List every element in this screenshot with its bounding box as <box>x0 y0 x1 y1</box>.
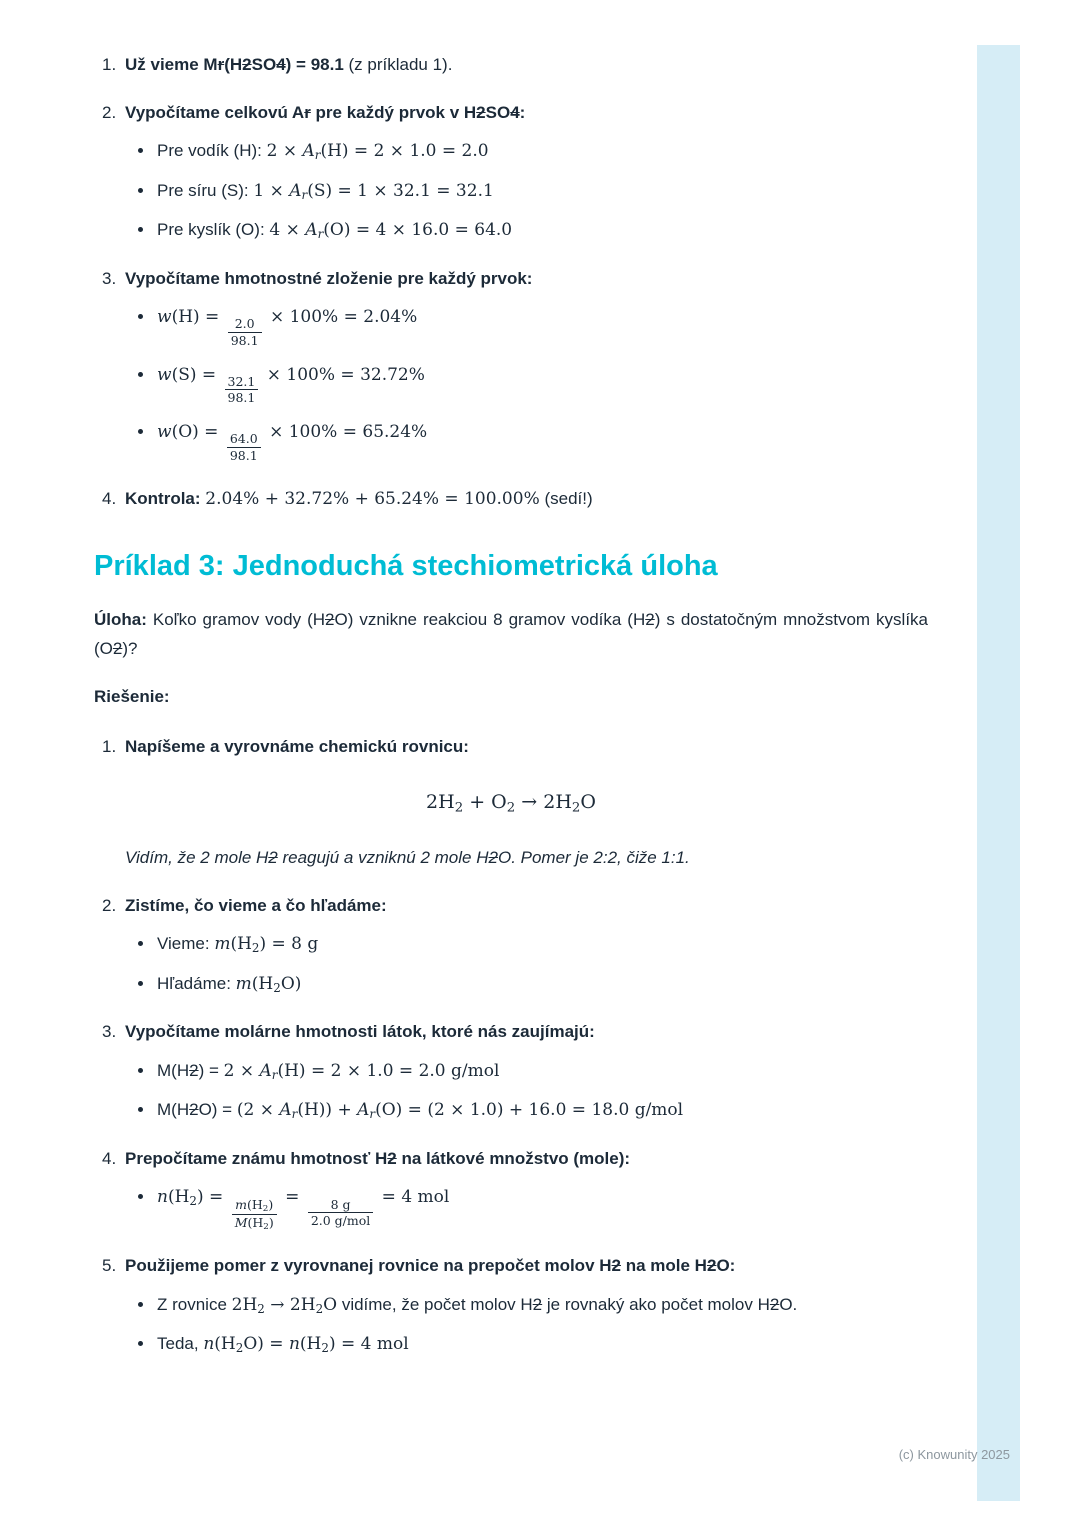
text-run: 2 <box>532 1294 543 1314</box>
bullet-item <box>94 217 928 244</box>
observation-note <box>125 845 928 871</box>
text-run: 2 <box>251 941 260 956</box>
text-run: w <box>157 307 172 327</box>
text-run: 2.0 <box>234 316 255 332</box>
text-run: 2 <box>769 1294 780 1314</box>
text-run: SO <box>251 55 277 74</box>
text-run: ) = 8 g <box>259 934 319 955</box>
text-run: A <box>305 220 318 240</box>
bullet-item <box>94 178 928 205</box>
text-run: 2 <box>235 1341 244 1356</box>
text-run: 2 <box>189 1060 199 1080</box>
list-number: 5. <box>102 1256 117 1276</box>
text-run: (O) = 4 × 16.0 = 64.0 <box>323 220 513 240</box>
text-run: O) = <box>198 1100 237 1120</box>
numbered-item <box>94 486 928 513</box>
text-run: + O <box>463 790 507 813</box>
text-run: r <box>304 102 311 122</box>
text-run: m <box>235 973 252 994</box>
text-run: (H <box>247 1214 264 1230</box>
text-run: 64.0 <box>229 431 258 447</box>
bullet-item <box>94 931 928 958</box>
text-run: Z rovnice <box>157 1294 232 1314</box>
text-run: (O) = (2 × 1.0) + 16.0 = 18.0 g/mol <box>375 1100 684 1121</box>
fraction <box>228 316 262 348</box>
list-number: 1. <box>102 55 117 74</box>
text-run: O) <box>280 973 302 994</box>
text-run: m <box>235 1196 248 1212</box>
example-heading: Príklad 3: Jednoduchá stechiometrická úloha <box>94 550 718 582</box>
text-run: Prepočítame známu hmotnosť H <box>125 1148 388 1168</box>
text-run: )? <box>122 638 138 658</box>
text-run: (H <box>224 55 243 74</box>
text-run: 2.04% + 32.72% + 65.24% = 100.00% <box>205 488 540 509</box>
text-run: 2 <box>321 1341 329 1356</box>
text-run: Hľadáme: <box>157 973 236 993</box>
text-run: A <box>289 180 302 201</box>
text-run: A <box>279 1100 292 1121</box>
text-run: 4 <box>510 102 520 122</box>
text-run: 2 <box>488 848 498 868</box>
text-run: 32.1 <box>227 373 256 389</box>
text-run: 2 <box>611 1256 621 1276</box>
text-run: M(H <box>157 1100 190 1120</box>
text-run: reagujú a vzniknú 2 mole H <box>277 848 489 868</box>
text-run: Už vieme M <box>125 55 218 74</box>
text-run: r <box>291 1107 298 1122</box>
text-run: Vypočítame molárne hmotnosti látok, ktoré nás zaujímajú: <box>125 1022 595 1042</box>
text-run: 4 <box>276 55 286 74</box>
numbered-item <box>94 52 928 78</box>
text-run: (O) = <box>171 422 224 442</box>
text-run: (H <box>214 1334 236 1355</box>
numbered-item <box>94 1019 928 1045</box>
bullet-item <box>94 1331 928 1358</box>
bullet-item <box>94 304 928 349</box>
text-run: 98.1 <box>229 447 258 463</box>
list-number: 4. <box>102 1148 117 1168</box>
text-run: O <box>323 1294 338 1315</box>
text-run: (H <box>299 1334 322 1355</box>
bullet-item <box>94 138 928 165</box>
text-run: pre každý prvok v H <box>310 102 477 122</box>
text-run: n <box>288 1334 300 1355</box>
numbered-item <box>94 893 928 919</box>
text-run: A <box>357 1100 370 1121</box>
text-run: 2 <box>257 1301 265 1316</box>
list-number: 1. <box>102 737 117 757</box>
text-run: m <box>214 934 231 955</box>
numbered-item <box>94 1146 928 1172</box>
text-run: 2 <box>263 1221 269 1232</box>
text-run: Vypočítame hmotnostné zloženie pre každý prvok: <box>125 268 533 288</box>
text-run: ) = <box>197 1187 229 1208</box>
text-run: Kontrola: <box>125 488 206 508</box>
text-run: 98.1 <box>227 390 256 406</box>
text-run: 2 <box>645 609 655 629</box>
paragraph <box>94 606 928 664</box>
text-run: ) = 98.1 <box>285 55 344 74</box>
text-run: 2 <box>262 1203 269 1214</box>
text-run: 2 <box>315 1301 324 1316</box>
text-run: ) <box>268 1214 274 1230</box>
text-run: (H <box>167 1187 190 1208</box>
text-run: = <box>279 1187 305 1208</box>
text-run: r <box>317 226 324 241</box>
document-content <box>94 52 928 1371</box>
text-run: 8 g <box>330 1196 351 1212</box>
text-run: 2 × <box>266 141 303 161</box>
fraction <box>227 431 261 463</box>
copyright-footer: (c) Knowunity 2025 <box>898 1446 1010 1462</box>
text-run: Pre síru (S): <box>157 180 254 200</box>
text-run: (H) = 2 × 1.0 = 2.0 g/mol <box>277 1060 500 1081</box>
text-run: (H <box>230 934 252 955</box>
text-run: 2 <box>506 800 516 816</box>
paragraph <box>94 683 928 712</box>
text-run: → 2H <box>264 1294 316 1315</box>
text-run: A <box>302 141 315 161</box>
list-number: 4. <box>102 488 117 508</box>
text-run: ) = <box>198 1060 224 1080</box>
bullet-item <box>94 362 928 407</box>
text-run: Vieme: <box>157 934 215 954</box>
fraction <box>225 374 259 406</box>
text-run: (H) = <box>171 307 225 327</box>
text-run: (sedí!) <box>539 488 593 508</box>
text-run: n <box>157 1187 168 1208</box>
text-run: je rovnaký ako počet molov H <box>542 1294 770 1314</box>
text-run: Napíšeme a vyrovnáme chemickú rovnicu: <box>125 737 469 757</box>
text-run: ) s dostatočným množstvom kyslíka (O <box>94 609 928 658</box>
text-run: M <box>234 1214 248 1230</box>
text-run: Pre vodík (H): <box>157 141 267 160</box>
text-run: Vidím, že 2 mole H <box>125 848 269 868</box>
text-run: : <box>519 102 526 122</box>
text-run: Úloha: <box>94 609 153 629</box>
list-number: 2. <box>102 895 117 915</box>
text-run: vidíme, že počet molov H <box>337 1294 533 1314</box>
text-run: w <box>157 364 172 385</box>
text-run: Vypočítame celkovú A <box>125 102 305 122</box>
text-run: r <box>301 187 308 202</box>
text-run: O <box>580 790 596 813</box>
text-run: 2 <box>189 1100 199 1120</box>
text-run: (H) = 2 × 1.0 = 2.0 <box>320 141 489 161</box>
text-run: 2 <box>706 1256 717 1276</box>
text-run: na mole H <box>621 1256 707 1276</box>
text-run: r <box>271 1067 278 1082</box>
text-run: Teda, <box>157 1334 204 1354</box>
list-number: 3. <box>102 1022 117 1042</box>
list-number: 2. <box>102 102 117 122</box>
text-run: 1 × <box>253 180 290 201</box>
text-run: 2 <box>268 848 278 868</box>
text-run: r <box>314 147 321 162</box>
chemical-equation <box>94 788 928 818</box>
numbered-item <box>94 1253 928 1279</box>
text-run: 2.0 g/mol <box>310 1213 371 1229</box>
text-run: 2 <box>273 980 281 995</box>
list-number: 3. <box>102 268 117 288</box>
text-run: 2 <box>325 609 335 629</box>
text-run: (S) = 1 × 32.1 = 32.1 <box>307 180 494 201</box>
text-run: 2 <box>454 800 464 816</box>
bullet-item <box>94 1058 928 1085</box>
text-run: n <box>203 1334 215 1355</box>
text-run: (2 × <box>236 1100 280 1121</box>
text-run: na látkové množstvo (mole): <box>396 1148 631 1168</box>
text-run: O) vznikne reakciou 8 gramov vodíka (H <box>334 609 646 629</box>
text-run: O: <box>716 1256 736 1276</box>
text-run: 2H <box>426 790 455 813</box>
text-run: ) = 4 mol <box>328 1334 409 1355</box>
text-run: M(H <box>157 1060 190 1080</box>
bullet-item <box>94 1184 928 1231</box>
text-run: 2 <box>571 800 581 816</box>
text-run: (H <box>251 973 274 994</box>
bullet-item <box>94 1097 928 1124</box>
text-run: 2 <box>387 1148 397 1168</box>
text-run: Koľko gramov vody (H <box>152 609 326 629</box>
numbered-item <box>94 266 928 292</box>
text-run: 2 × <box>223 1060 260 1081</box>
text-run: O. <box>779 1294 798 1314</box>
text-run: ) <box>268 1196 274 1212</box>
text-run: → 2H <box>515 790 572 813</box>
text-run: 4 × <box>269 220 306 240</box>
text-run: 2 <box>476 102 486 122</box>
bullet-item <box>94 419 928 464</box>
text-run: A <box>259 1060 272 1081</box>
text-run: 2H <box>231 1294 258 1315</box>
text-run: SO <box>485 102 511 122</box>
text-run: (z príkladu 1). <box>343 55 453 74</box>
text-run: × 100% = 32.72% <box>261 364 425 385</box>
text-run: 2 <box>112 638 123 658</box>
text-run: = 4 mol <box>376 1187 450 1208</box>
text-run: O) = <box>243 1334 289 1355</box>
text-run: Riešenie: <box>94 687 170 707</box>
numbered-item <box>94 734 928 760</box>
text-run: × 100% = 2.04% <box>264 307 418 327</box>
fraction <box>232 1197 277 1232</box>
text-run: 2 <box>189 1194 197 1209</box>
text-run: Pre kyslík (O): <box>157 220 270 239</box>
text-run: r <box>369 1107 376 1122</box>
text-run: O. Pomer je 2:2, čiže 1:1. <box>497 848 690 868</box>
text-run: Použijeme pomer z vyrovnanej rovnice na prepočet molov H <box>125 1256 612 1276</box>
text-run: × 100% = 65.24% <box>263 422 428 442</box>
text-run: (H)) + <box>297 1100 358 1121</box>
bullet-item <box>94 1292 928 1319</box>
text-run: (H <box>247 1196 263 1212</box>
numbered-item <box>94 100 928 126</box>
text-run: (S) = <box>171 364 222 385</box>
text-run: Zistíme, čo vieme a čo hľadáme: <box>125 895 387 915</box>
text-run: 2 <box>242 55 252 74</box>
fraction <box>308 1197 373 1229</box>
page-edge-stripe <box>977 45 1020 1501</box>
text-run: w <box>157 422 172 442</box>
text-run: 98.1 <box>230 332 259 348</box>
text-run: r <box>217 55 225 74</box>
bullet-item <box>94 971 928 998</box>
